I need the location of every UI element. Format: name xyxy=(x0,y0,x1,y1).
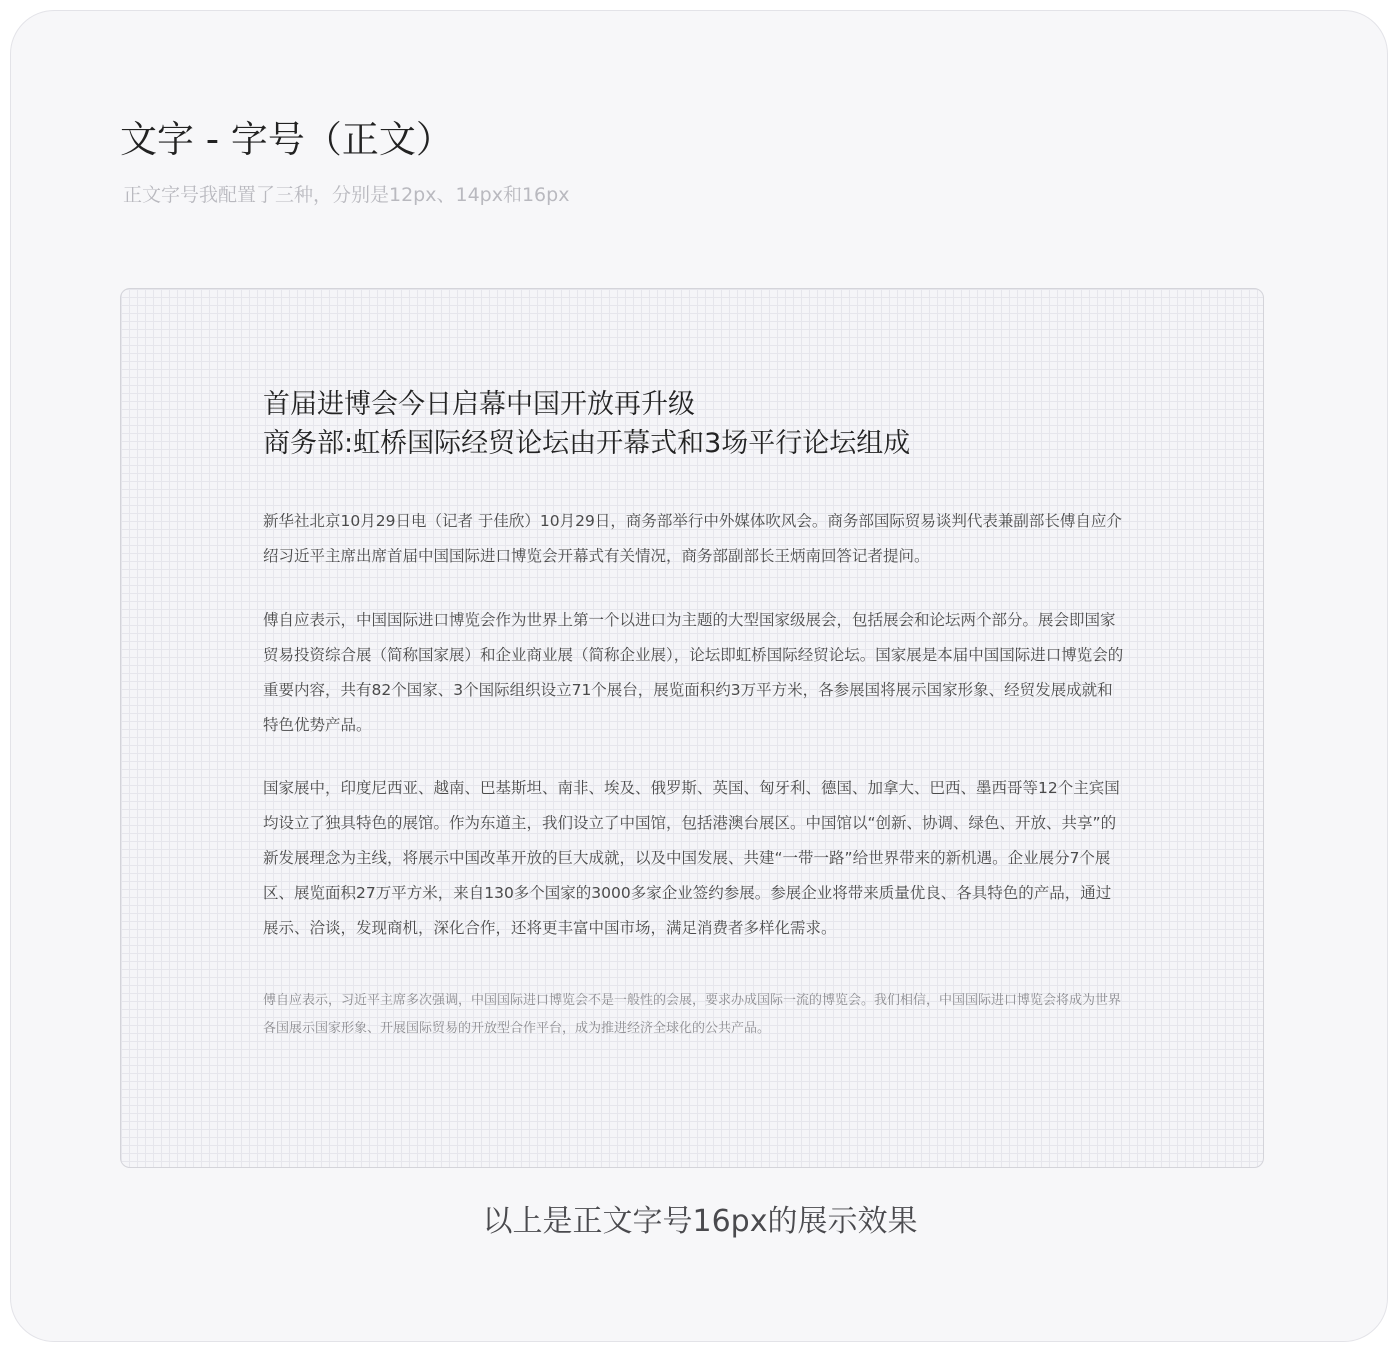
page-title: 文字 - 字号（正文） xyxy=(120,118,453,161)
article-paragraph-1: 新华社北京10月29日电（记者 于佳欣）10月29日，商务部举行中外媒体吹风会。商务部国际贸易谈判代表兼副部长傅自应介绍习近平主席出席首届中国国际进口博览会开幕式有关情况，商务部副部长王炳南回答记者提问。 xyxy=(263,512,1122,565)
article-paragraph-small: 傅自应表示，习近平主席多次强调，中国国际进口博览会不是一般性的会展，要求办成国际一流的博览会。我们相信，中国国际进口博览会将成为世界各国展示国家形象、开展国际贸易的开放型合作平台，成为推进经济全球化的公共产品。 xyxy=(263,993,1122,1036)
article-headline xyxy=(263,385,910,463)
headline-line-1: 首届进博会今日启幕中国开放再升级 xyxy=(263,389,695,420)
article-paragraph-3: 国家展中，印度尼西亚、越南、巴基斯坦、南非、埃及、俄罗斯、英国、匈牙利、德国、加拿大、巴西、墨西哥等12个主宾国均设立了独具特色的展馆。作为东道主，我们设立了中国馆，包括港澳台展区。中国馆以“创新、协调、绿色、开放、共享”的新发展理念为主线，将展示中国改革开放的巨大成就，以及中国发展、共建“一带一路”给世界带来的新机遇。企业展分7个展区、展览面积27万平方米，来自130多个国家的3000多家企业签约参展。参展企业将带来质量优良、各具特色的产品，通过展示、洽谈，发现商机，深化合作，还将更丰富中国市场，满足消费者多样化需求。 xyxy=(263,779,1120,937)
headline-line-2: 商务部:虹桥国际经贸论坛由开幕式和3场平行论坛组成 xyxy=(263,428,911,459)
sample-panel xyxy=(120,288,1264,1168)
article-paragraph-2: 傅自应表示，中国国际进口博览会作为世界上第一个以进口为主题的大型国家级展会，包括展会和论坛两个部分。展会即国家贸易投资综合展（简称国家展）和企业商业展（简称企业展），论坛即虹桥国际经贸论坛。国家展是本届中国国际进口博览会的重要内容，共有82个国家、3个国际组织设立71个展台，展览面积约3万平方米，各参展国将展示国家形象、经贸发展成就和特色优势产品。 xyxy=(263,611,1124,734)
caption: 以上是正文字号16px的展示效果 xyxy=(482,1204,918,1239)
page-subtitle: 正文字号我配置了三种，分别是12px、14px和16px xyxy=(123,184,570,206)
